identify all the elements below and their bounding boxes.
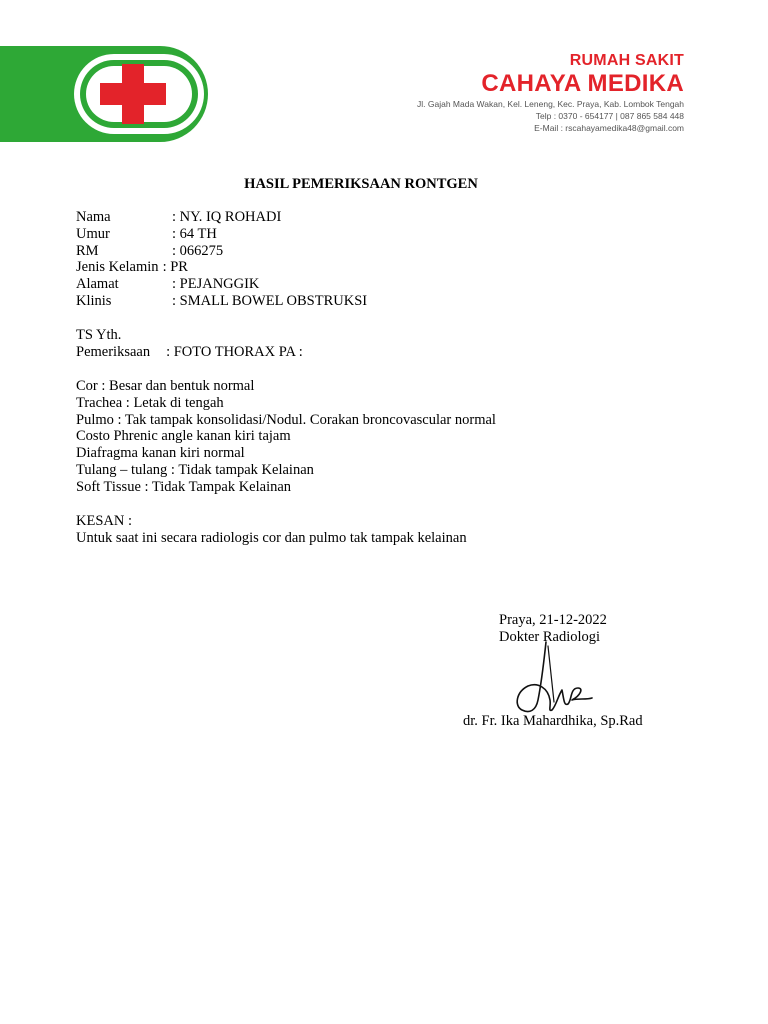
- patient-row-alamat: [76, 276, 367, 293]
- label-klinis: Klinis: [76, 292, 112, 309]
- hospital-name-line1: RUMAH SAKIT: [569, 52, 684, 69]
- value-umur: : 64 TH: [172, 225, 217, 242]
- patient-info: [76, 209, 367, 310]
- patient-row-rm: [76, 243, 367, 260]
- sign-place-date: Praya, 21-12-2022: [499, 612, 607, 628]
- finding-pulmo: Pulmo : Tak tampak konsolidasi/Nodul. Corakan broncovascular normal: [76, 411, 496, 428]
- kesan-section: [76, 513, 467, 547]
- finding-costo-phrenic: Costo Phrenic angle kanan kiri tajam: [76, 428, 291, 445]
- finding-tulang: Tulang – tulang : Tidak tampak Kelainan: [76, 461, 314, 478]
- value-rm: : 066275: [172, 242, 224, 259]
- value-nama: : NY. IQ ROHADI: [172, 209, 282, 225]
- label-rm: RM: [76, 242, 99, 259]
- document-title: HASIL PEMERIKSAAN RONTGEN: [244, 176, 478, 192]
- exam-row: [76, 344, 303, 361]
- letterhead: [0, 0, 768, 150]
- hospital-address: Jl. Gajah Mada Wakan, Kel. Leneng, Kec. Praya, Kab. Lombok Tengah: [417, 99, 684, 109]
- patient-row-nama: [76, 209, 367, 226]
- handwritten-signature: [508, 640, 608, 720]
- value-klinis: : SMALL BOWEL OBSTRUKSI: [172, 292, 368, 309]
- finding-diafragma: Diafragma kanan kiri normal: [76, 445, 245, 462]
- doctor-name: dr. Fr. Ika Mahardhika, Sp.Rad: [463, 713, 643, 729]
- patient-row-klinis: [76, 293, 367, 310]
- patient-row-jenis-kelamin: [76, 259, 367, 276]
- hospital-phone: Telp : 0370 - 654177 | 087 865 584 448: [535, 111, 684, 121]
- exam-label: Pemeriksaan: [76, 343, 151, 360]
- kesan-text: Untuk saat ini secara radiologis cor dan pulmo tak tampak kelainan: [76, 529, 467, 546]
- label-jenis-kelamin: Jenis Kelamin: [76, 259, 159, 276]
- value-alamat: : PEJANGGIK: [172, 276, 260, 293]
- kesan-label: KESAN :: [76, 513, 132, 529]
- findings-section: [76, 378, 496, 496]
- greeting: TS Yth.: [76, 327, 122, 343]
- label-umur: Umur: [76, 225, 110, 242]
- hospital-info: [417, 52, 684, 134]
- label-alamat: Alamat: [76, 276, 119, 293]
- hospital-logo-icon: [0, 46, 210, 142]
- label-nama: Nama: [76, 209, 111, 225]
- patient-row-umur: [76, 226, 367, 243]
- hospital-name-line2: CAHAYA MEDIKA: [481, 70, 684, 97]
- sign-role: Dokter Radiologi: [499, 629, 601, 645]
- exam-value: : FOTO THORAX PA :: [166, 343, 303, 360]
- greeting-section: [76, 327, 303, 361]
- finding-soft-tissue: Soft Tissue : Tidak Tampak Kelainan: [76, 478, 292, 495]
- finding-trachea: Trachea : Letak di tengah: [76, 394, 224, 411]
- finding-cor: Cor : Besar dan bentuk normal: [76, 378, 255, 394]
- hospital-email: E-Mail : rscahayamedika48@gmail.com: [534, 123, 684, 133]
- value-jenis-kelamin: : PR: [162, 259, 188, 276]
